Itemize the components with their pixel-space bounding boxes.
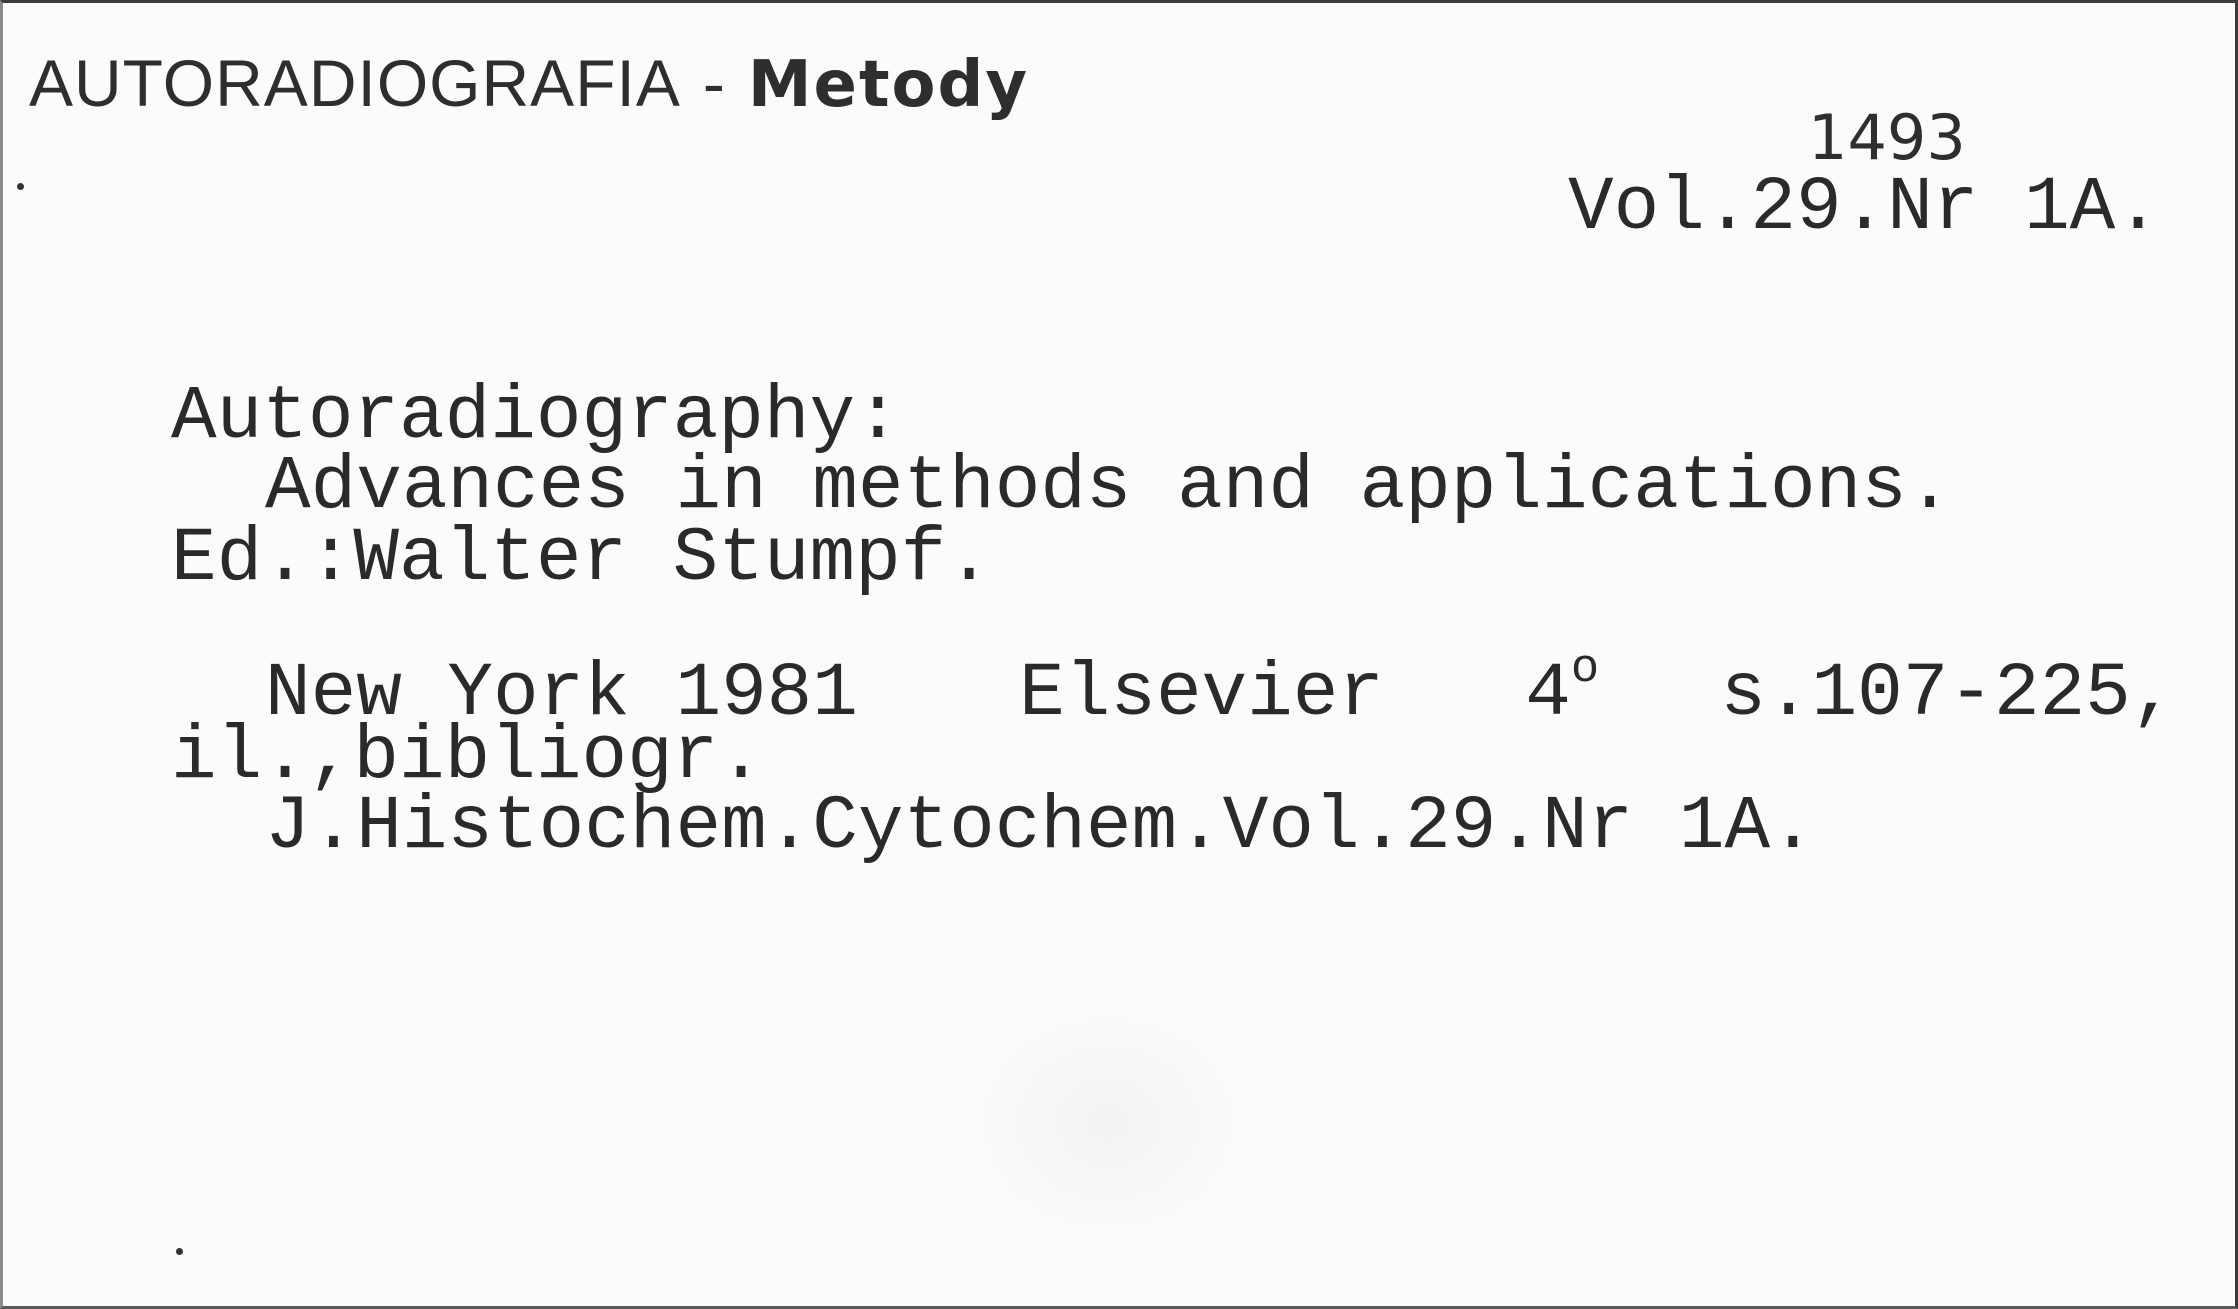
page-range: s.107-225, [1720, 650, 2177, 737]
entry-editor: Ed.:Walter Stumpf. [171, 516, 992, 602]
format [1525, 643, 1600, 737]
subject-heading [29, 45, 1029, 122]
ink-dot [176, 1248, 183, 1255]
paper-smudge [973, 1008, 1243, 1238]
entry-subtitle: Advances in methods and applications. [265, 444, 1953, 530]
extent-line: il.,bibliogr. [171, 714, 764, 800]
subject-label: AUTORADIOGRAFIA [29, 46, 681, 120]
volume-reference: Vol.29.Nr 1A. [1568, 165, 2161, 251]
format-superscript: o [1570, 643, 1600, 696]
ink-dot [17, 183, 24, 190]
heading-separator: - [702, 46, 726, 120]
imprint-place-year: New York 1981 [265, 650, 858, 737]
format-number: 4 [1525, 650, 1571, 737]
call-number: 1493 [1808, 101, 1966, 174]
subject-subheading: Metody [747, 48, 1030, 122]
series-line: J.Histochem.Cytochem.Vol.29.Nr 1A. [265, 784, 1816, 870]
publisher: Elsevier [1019, 650, 1384, 737]
entry-title: Autoradiography: [171, 374, 901, 460]
